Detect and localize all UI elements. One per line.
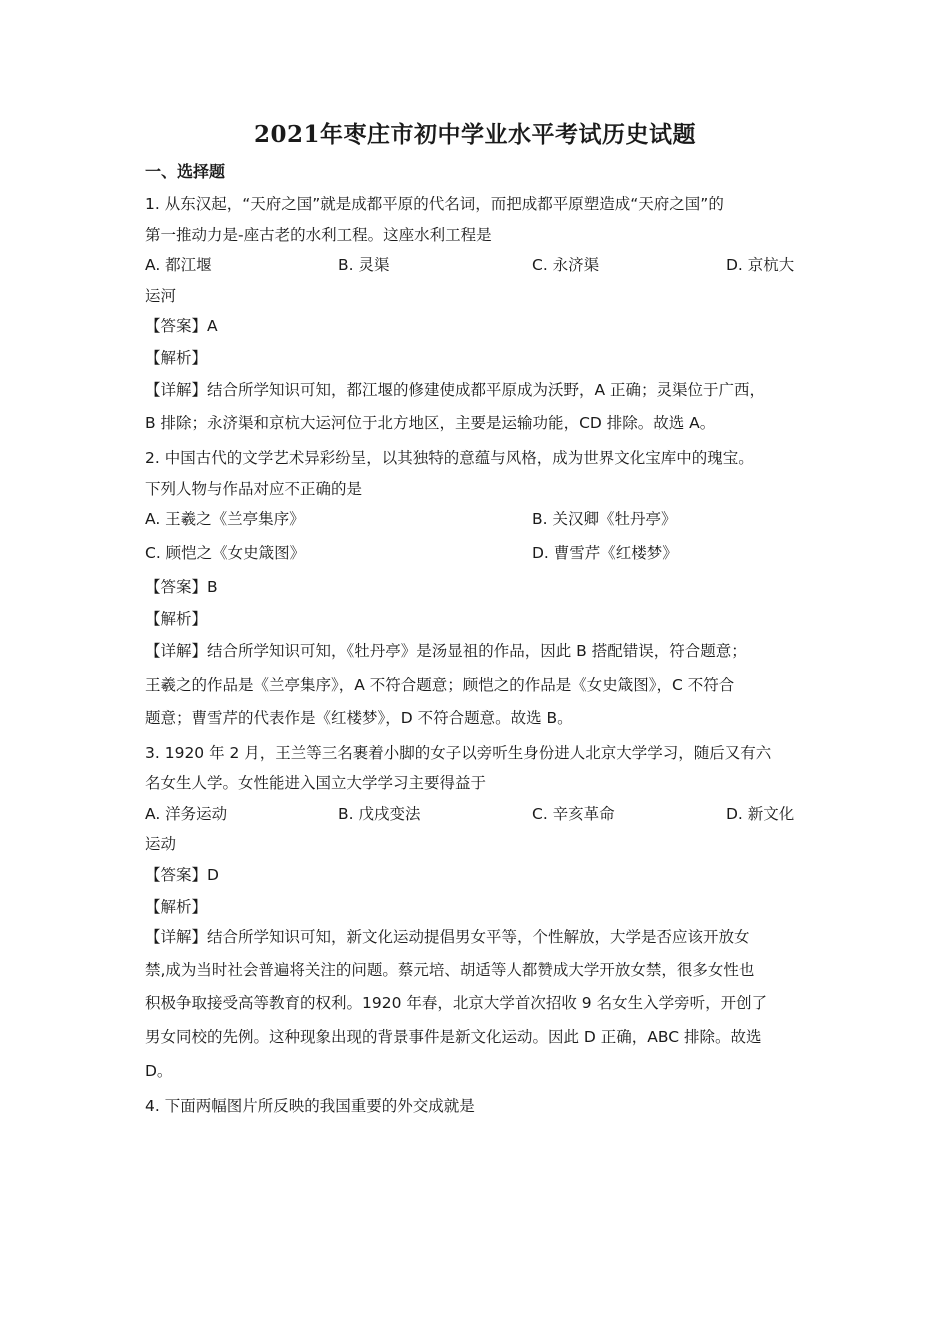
q3-detail-line5: D。 [145, 1062, 173, 1080]
q3-detail-line1: 【详解】结合所学知识可知，新文化运动提倡男女平等，个性解放，大学是否应该开放女 [145, 928, 750, 946]
q3-answer: 【答案】D [145, 866, 219, 884]
q3-detail-line2: 禁,成为当时社会普遍将关注的问题。蔡元培、胡适等人都赞成大学开放女禁，很多女性也 [145, 961, 755, 979]
q1-option-c: C. 永济渠 [532, 256, 600, 274]
q3-stem-line2: 名女生人学。女性能进入国立大学学习主要得益于 [145, 774, 487, 792]
section-heading: 一、选择题 [145, 162, 226, 181]
q3-option-c: C. 辛亥革命 [532, 805, 615, 823]
q1-detail-line1: 【详解】结合所学知识可知，都江堰的修建使成都平原成为沃野，A 正确；灵渠位于广西， [145, 381, 766, 399]
q2-option-a: A. 王羲之《兰亭集序》 [145, 510, 305, 528]
q1-answer: 【答案】A [145, 317, 218, 335]
q1-stem-line2: 第一推动力是-座古老的水利工程。这座水利工程是 [145, 226, 492, 244]
q2-stem-line2: 下列人物与作品对应不正确的是 [145, 480, 363, 498]
q3-option-d: D. 新文化 [726, 805, 795, 823]
q1-option-b: B. 灵渠 [338, 256, 390, 274]
q2-detail-line2: 王羲之的作品是《兰亭集序》，A 不符合题意；顾恺之的作品是《女史箴图》，C 不符合 [145, 676, 735, 694]
q2-detail-line1: 【详解】结合所学知识可知，《牡丹亭》是汤显祖的作品，因此 B 搭配错误，符合题意； [145, 642, 747, 660]
q4-stem-line1: 4. 下面两幅图片所反映的我国重要的外交成就是 [145, 1097, 475, 1115]
q3-option-b: B. 戊戌变法 [338, 805, 421, 823]
q3-stem-line1: 3. 1920 年 2 月，王兰等三名裹着小脚的女子以旁听生身份进人北京大学学习，随后又有六 [145, 744, 772, 762]
q2-answer: 【答案】B [145, 578, 218, 596]
q2-stem-line1: 2. 中国古代的文学艺术异彩纷呈，以其独特的意蕴与风格，成为世界文化宝库中的瑰宝。 [145, 449, 754, 467]
q3-option-d-continued: 运动 [145, 835, 177, 853]
q3-analysis: 【解析】 [145, 898, 208, 916]
q2-option-b: B. 关汉卿《牡丹亭》 [532, 510, 677, 528]
q1-option-d: D. 京杭大 [726, 256, 795, 274]
q3-detail-line4: 男女同校的先例。这种现象出现的背景事件是新文化运动。因此 D 正确，ABC 排除。故选 [145, 1028, 762, 1046]
q3-detail-line3: 积极争取接受高等教育的权利。1920 年春，北京大学首次招收 9 名女生入学旁听，开创了 [145, 994, 768, 1012]
q2-analysis: 【解析】 [145, 610, 208, 628]
q2-detail-line3: 题意；曹雪芹的代表作是《红楼梦》，D 不符合题意。故选 B。 [145, 709, 573, 727]
q2-option-c: C. 顾恺之《女史箴图》 [145, 544, 306, 562]
q1-detail-line2: B 排除；永济渠和京杭大运河位于北方地区，主要是运输功能，CD 排除。故选 A。 [145, 414, 716, 432]
q1-option-d-continued: 运河 [145, 287, 177, 305]
q2-option-d: D. 曹雪芹《红楼梦》 [532, 544, 678, 562]
q1-analysis: 【解析】 [145, 349, 208, 367]
page-title: 2021年枣庄市初中学业水平考试历史试题 [253, 121, 696, 148]
q3-option-a: A. 洋务运动 [145, 805, 228, 823]
q1-stem-line1: 1. 从东汉起，“天府之国”就是成都平原的代名词，而把成都平原塑造成“天府之国”的 [145, 195, 724, 213]
q1-option-a: A. 都江堰 [145, 256, 212, 274]
